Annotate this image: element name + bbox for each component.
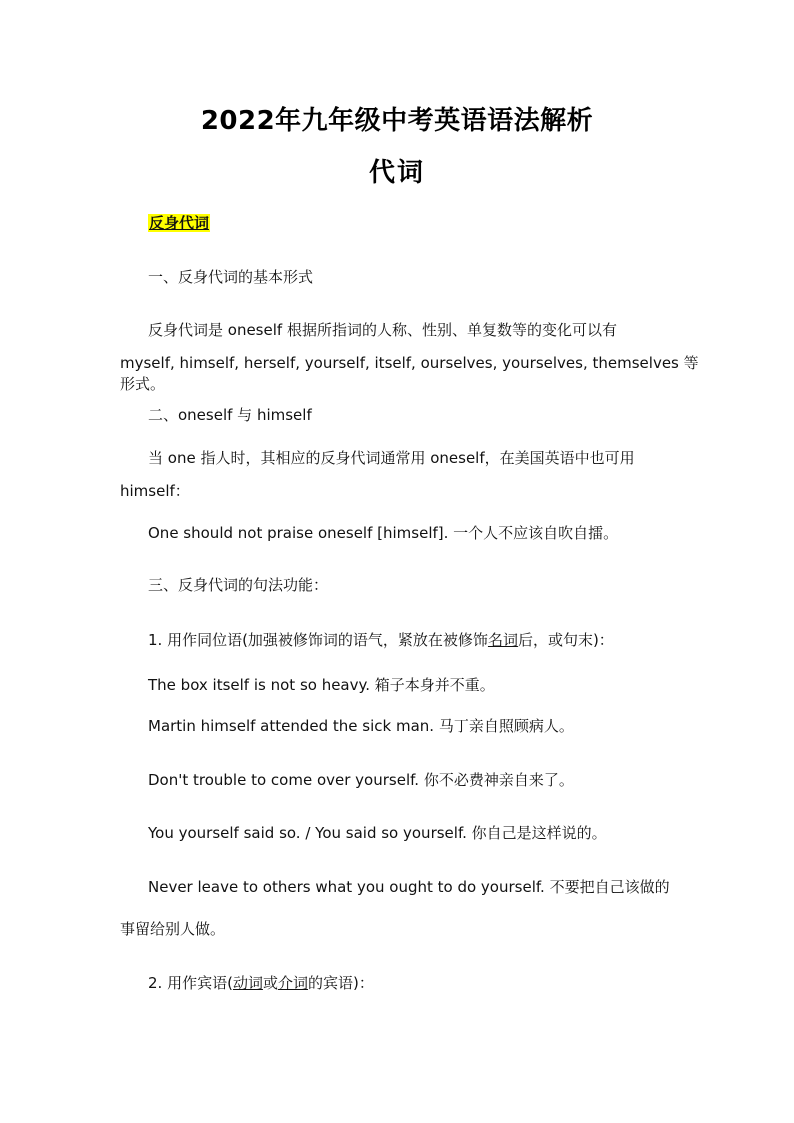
example-sentence-line-2: 事留给别人做。 — [120, 920, 226, 938]
item-object — [148, 974, 374, 992]
heading-basic-forms: 一、反身代词的基本形式 — [148, 268, 314, 286]
preposition-link[interactable]: 介词 — [277, 974, 308, 992]
paragraph-forms-line-2: myself, himself, herself, yourself, itself, ourselves, yourselves, themselves 等 — [120, 354, 699, 372]
item-object-suffix: 的宾语)： — [307, 974, 374, 992]
item-appositive — [148, 631, 614, 649]
heading-oneself-himself: 二、oneself 与 himself — [148, 406, 312, 424]
example-sentence: Don't trouble to come over yourself. 你不必费神亲自来了。 — [148, 771, 574, 789]
item-appositive-suffix: 后，或句末)： — [517, 631, 614, 649]
highlighted-heading: 反身代词 — [149, 214, 210, 232]
example-sentence: You yourself said so. / You said so yourself. 你自己是这样说的。 — [148, 824, 607, 842]
example-sentence: The box itself is not so heavy. 箱子本身并不重。 — [148, 676, 495, 694]
item-appositive-prefix: 1. 用作同位语(加强被修饰词的语气，紧放在被修饰 — [148, 631, 488, 649]
example-sentence-line-1: Never leave to others what you ought to do yourself. 不要把自己该做的 — [148, 878, 670, 896]
noun-link[interactable]: 名词 — [487, 631, 518, 649]
heading-syntax-function: 三、反身代词的句法功能： — [148, 576, 329, 594]
paragraph-one-line-1: 当 one 指人时，其相应的反身代词通常用 oneself，在美国英语中也可用 — [148, 449, 635, 467]
paragraph-forms-line-1: 反身代词是 oneself 根据所指词的人称、性别、单复数等的变化可以有 — [148, 321, 617, 339]
example-oneself: One should not praise oneself [himself]. 一个人不应该自吹自擂。 — [148, 524, 619, 542]
item-object-mid: 或 — [262, 974, 278, 992]
paragraph-one-line-2: himself： — [120, 482, 190, 500]
document-title: 2022年九年级中考英语语法解析 — [200, 106, 594, 136]
item-object-prefix: 2. 用作宾语( — [148, 974, 233, 992]
paragraph-forms-line-3: 形式。 — [120, 375, 166, 393]
example-sentence: Martin himself attended the sick man. 马丁亲自照顾病人。 — [148, 717, 574, 735]
section-heading — [148, 214, 210, 232]
verb-link[interactable]: 动词 — [232, 974, 263, 992]
document-subtitle: 代词 — [368, 158, 425, 188]
